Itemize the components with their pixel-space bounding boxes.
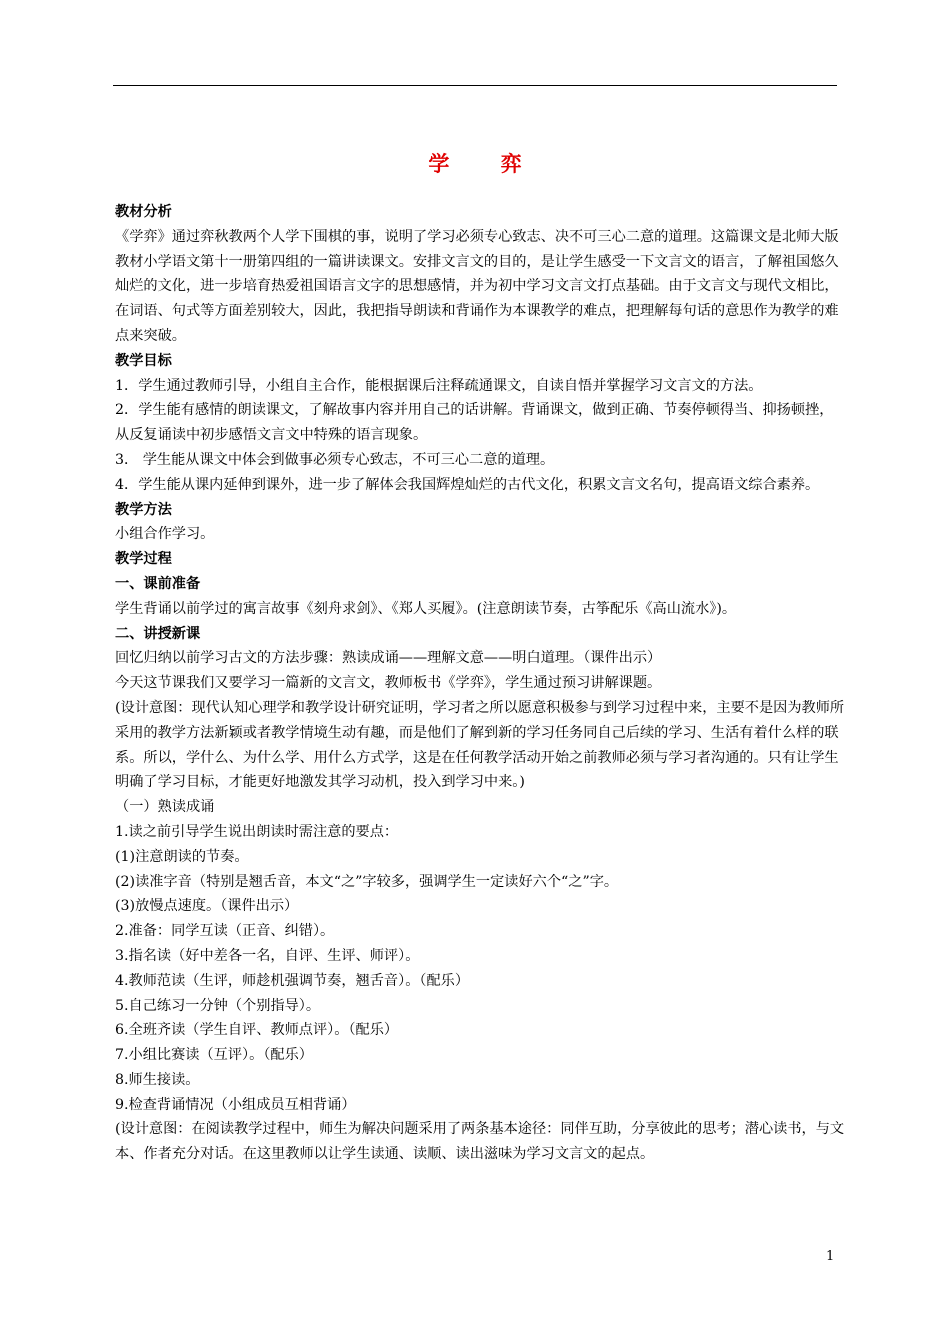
lesson-line: 3.指名读（好中差各一名，自评、生评、师评）。	[115, 947, 420, 964]
lesson-line: (设计意图：在阅读教学过程中，师生为解决问题采用了两条基本途径：同伴互助，分享彼此的思考；潜心读书，与文本、作者充分对话。在这里教师以让学生读通、读顺、读出滋味为学习文言文的起点。	[115, 1121, 845, 1163]
goal-item: 1．学生通过教师引导，小组自主合作，能根据课后注释疏通课文，自读自悟并掌握学习文言文的方法。	[115, 377, 763, 394]
lesson-line: (2)读准字音（特别是翘舌音，本文“之”字较多，强调学生一定读好六个“之”字。	[115, 873, 619, 890]
lesson-line: (3)放慢点速度。（课件出示）	[115, 898, 299, 915]
lesson-line: (1)注意朗读的节奏。	[115, 848, 249, 865]
lesson-line: 5.自己练习一分钟（个别指导）。	[115, 997, 321, 1014]
document-body	[115, 200, 845, 1167]
subheading-new-lesson: 二、讲授新课	[115, 625, 201, 642]
lesson-line: 回忆归纳以前学习古文的方法步骤：熟读成诵——理解文意——明白道理。（课件出示）	[115, 650, 662, 667]
analysis-paragraph: 《学弈》通过弈秋教两个人学下围棋的事，说明了学习必须专心致志、决不可三心二意的道理。这篇课文是北师大版教材小学语文第十一册第四组的一篇讲读课文。安排文言文的目的，是让学生感受一下文言文的语言，了解祖国悠久灿烂的文化，进一步培育热爱祖国语言文字的思想感情，并为初中学习文言文打点基础。由于文言文与现代文相比，在词语、句式等方面差别较大，因此，我把指导朗读和背诵作为本课教学的难点，把理解每句话的意思作为教学的难点来突破。	[115, 228, 839, 344]
lesson-line: 4.教师范读（生评，师趁机强调节奏，翘舌音）。（配乐）	[115, 972, 470, 989]
goal-item: 2．学生能有感情的朗读课文，了解故事内容并用自己的话讲解。背诵课文，做到正确、节奏停顿得当、抑扬顿挫，从反复诵读中初步感悟文言文中特殊的语言现象。	[115, 402, 834, 444]
section-heading-goals: 教学目标	[115, 352, 172, 369]
lesson-line: 今天这节课我们又要学习一篇新的文言文，教师板书《学弈》，学生通过预习讲解课题。	[115, 675, 662, 692]
preparation-paragraph: 学生背诵以前学过的寓言故事《刻舟求剑》、《郑人买履》。(注意朗读节奏，古筝配乐《高山流水》)。	[115, 600, 737, 617]
page-title: 学 弈	[428, 152, 544, 176]
subheading-preparation: 一、课前准备	[115, 575, 201, 592]
lesson-line: 8.师生接读。	[115, 1071, 200, 1088]
lesson-line: 1.读之前引导学生说出朗读时需注意的要点：	[115, 823, 399, 840]
header-rule	[113, 85, 837, 86]
goal-item: 3． 学生能从课文中体会到做事必须专心致志，不可三心二意的道理。	[115, 451, 555, 468]
goal-item: 4．学生能从课内延伸到课外，进一步了解体会我国辉煌灿烂的古代文化，积累文言文名句，提高语文综合素养。	[115, 476, 820, 493]
lesson-line: （一）熟读成诵	[115, 799, 215, 816]
lesson-line: 7.小组比赛读（互评）。（配乐）	[115, 1047, 313, 1064]
method-paragraph: 小组合作学习。	[115, 526, 215, 543]
section-heading-process: 教学过程	[115, 551, 172, 568]
section-heading-method: 教学方法	[115, 501, 172, 518]
lesson-line: 6.全班齐读（学生自评、教师点评）。（配乐）	[115, 1022, 399, 1039]
lesson-line: 2.准备：同学互读（正音、纠错）。	[115, 923, 335, 940]
lesson-line: (设计意图：现代认知心理学和教学设计研究证明，学习者之所以愿意积极参与到学习过程中来，主要不是因为教师所采用的教学方法新颖或者教学情境生动有趣，而是他们了解到新的学习任务同自己后续的学习、生活有着什么样的联系。所以，学什么、为什么学、用什么方式学，这是在任何教学活动开始之前教师必须与学习者沟通的。只有让学生明确了学习目标，才能更好地激发其学习动机，投入到学习中来。)	[115, 699, 845, 791]
lesson-line: 9.检查背诵情况（小组成员互相背诵）	[115, 1096, 356, 1113]
page-number: 1	[826, 1249, 835, 1264]
section-heading-analysis: 教材分析	[115, 204, 172, 220]
